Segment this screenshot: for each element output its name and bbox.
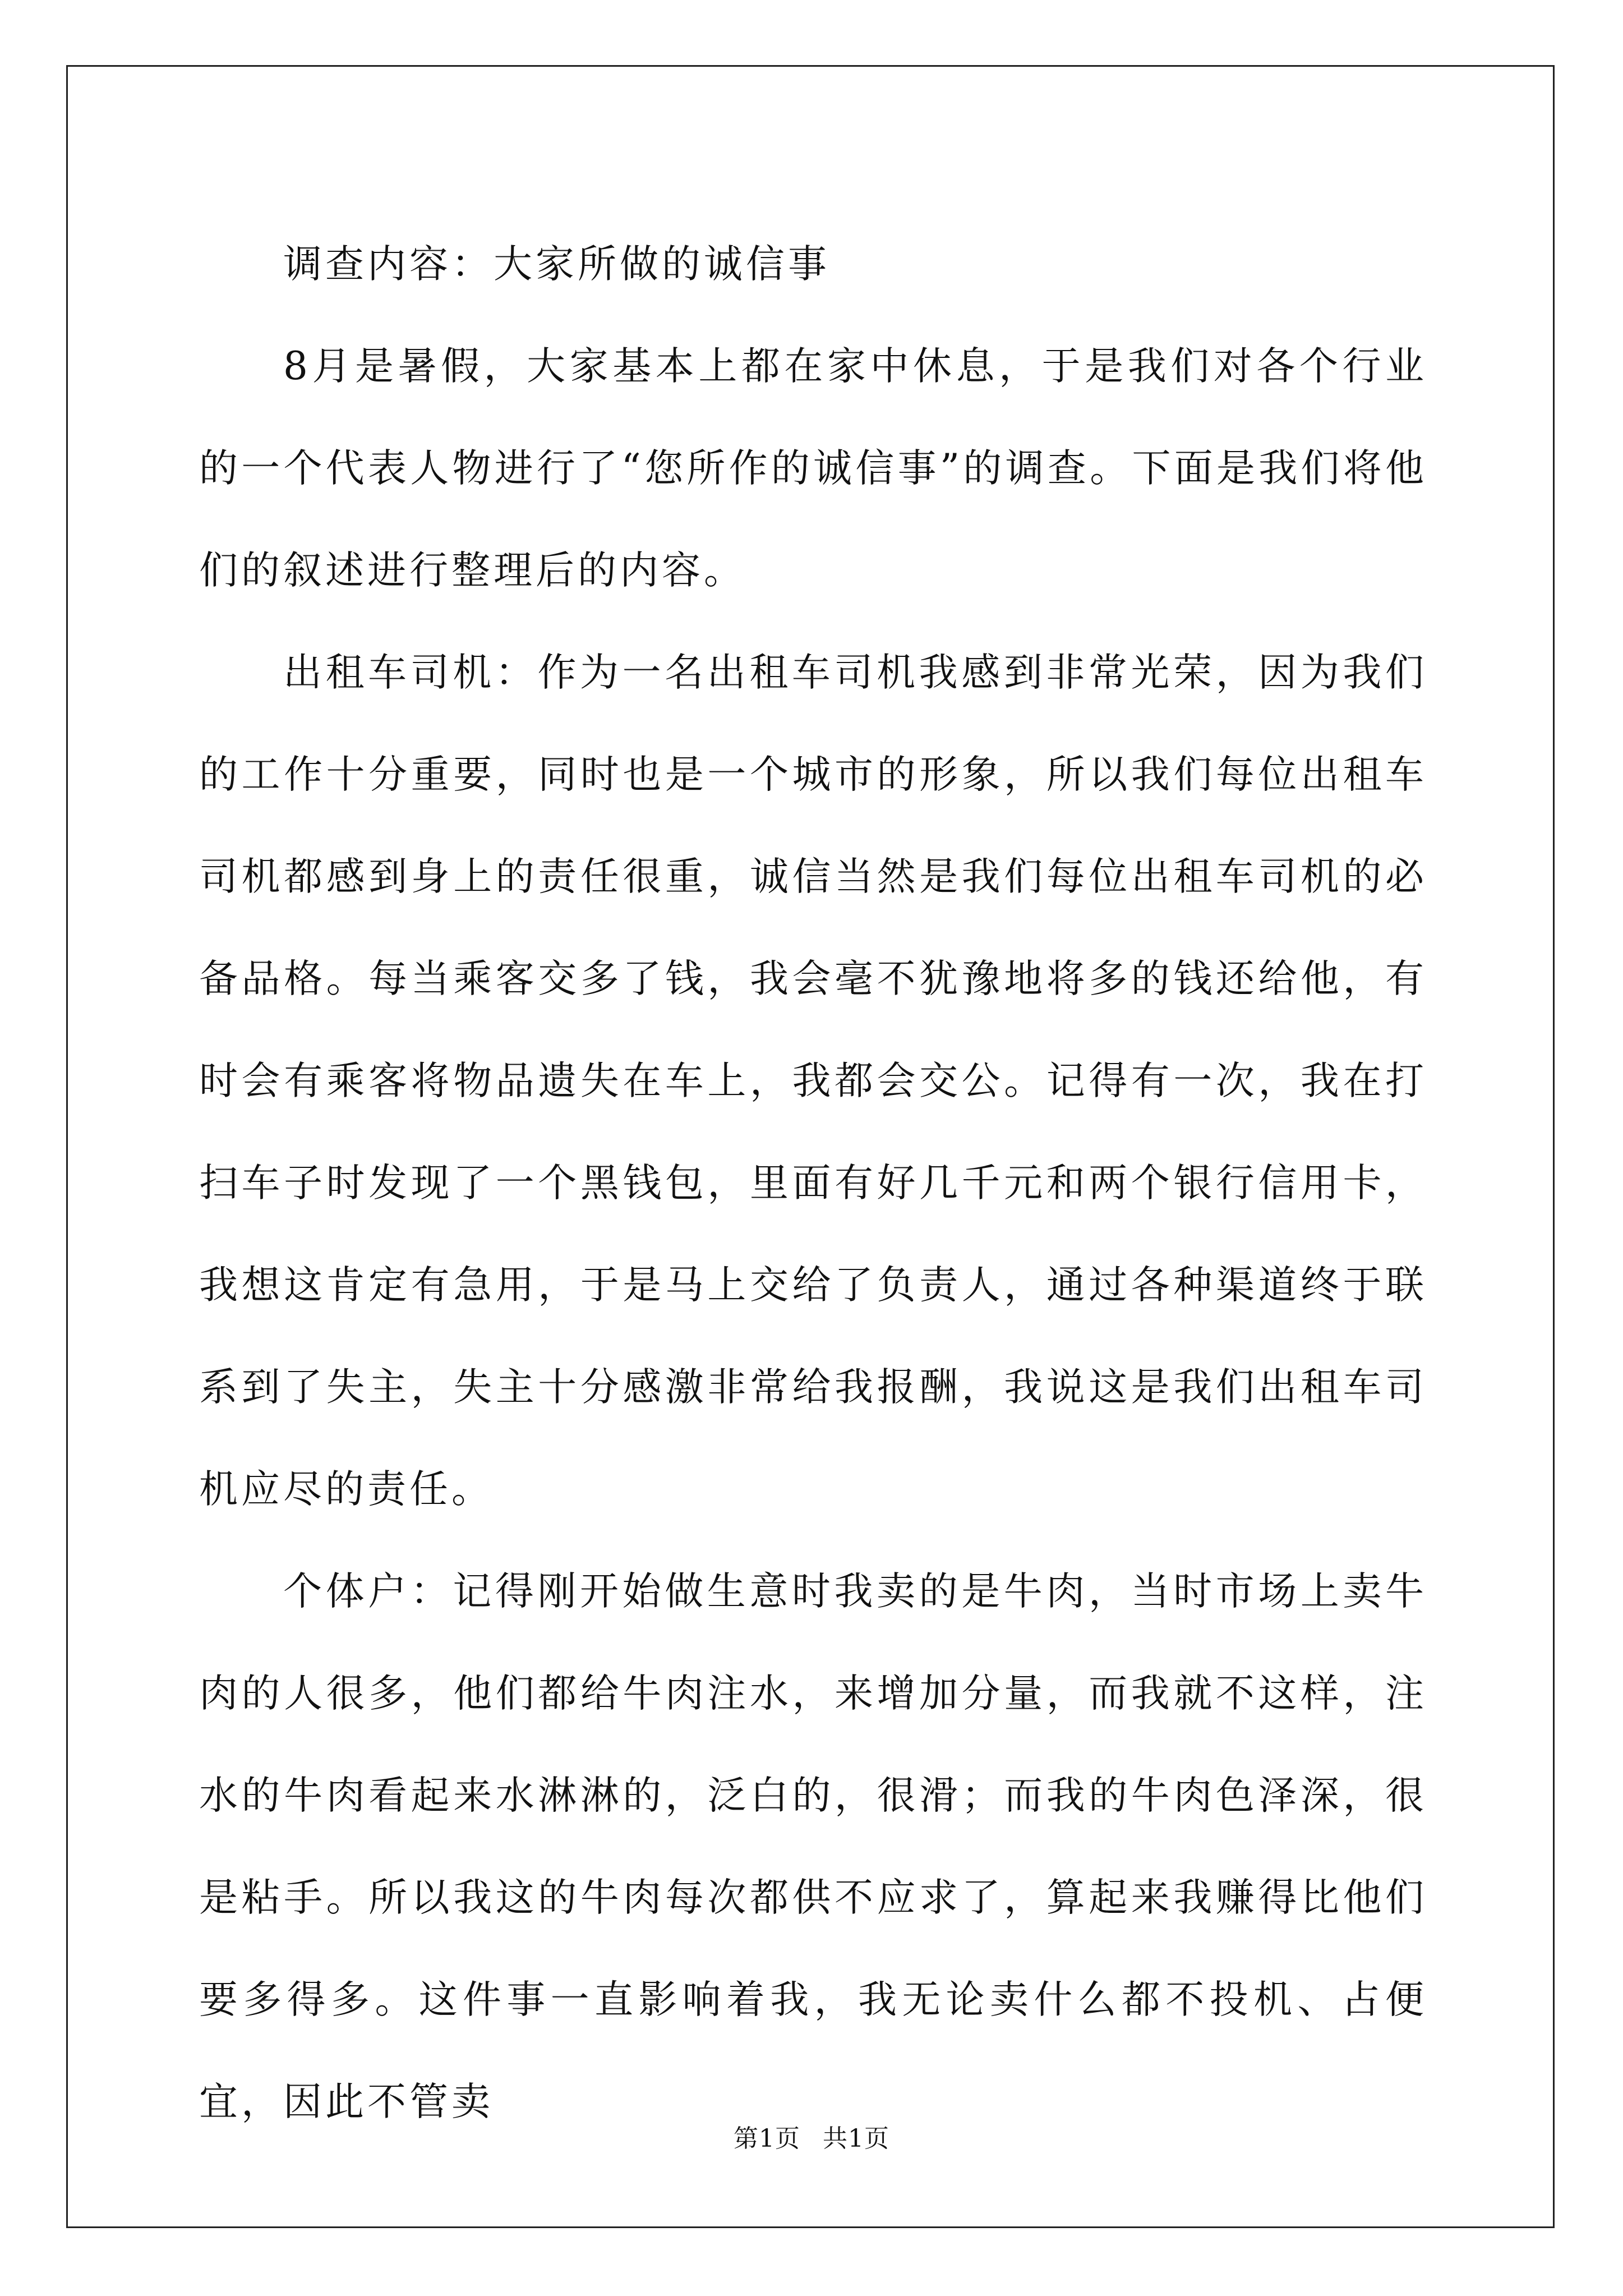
survey-topic: 调查内容：大家所做的诚信事 (283, 242, 830, 287)
vendor-paragraph: 个体户：记得刚开始做生意时我卖的是牛肉，当时市场上卖牛肉的人很多，他们都给牛肉注水，来增加分量，而我就不这样，注水的牛肉看起来水淋淋的，泛白的，很滑；而我的牛肉色泽深，很是粘手。所以我这的牛肉每次都供不应求了，算起来我赚得比他们要多得多。这件事一直影响着我，我无论卖什么都不投机、占便宜，因此不管卖 (199, 1569, 1427, 2124)
page-footer (0, 2118, 1623, 2154)
document-body (199, 213, 1427, 2153)
page-total: 共1页 (823, 2124, 889, 2153)
page-number: 第1页 (734, 2124, 800, 2153)
taxi-driver-paragraph: 出租车司机：作为一名出租车司机我感到非常光荣，因为我们的工作十分重要，同时也是一个城市的形象，所以我们每位出租车司机都感到身上的责任很重，诚信当然是我们每位出租车司机的必备品格。每当乘客交多了钱，我会毫不犹豫地将多的钱还给他，有时会有乘客将物品遗失在车上，我都会交公。记得有一次，我在打扫车子时发现了一个黑钱包，里面有好几千元和两个银行信用卡，我想这肯定有急用，于是马上交给了负责人，通过各种渠道终于联系到了失主，失主十分感激非常给我报酬，我说这是我们出租车司机应尽的责任。 (199, 650, 1427, 1512)
intro-paragraph: 8月是暑假，大家基本上都在家中休息，于是我们对各个行业的一个代表人物进行了“您所作的诚信事”的调查。下面是我们将他们的叙述进行整理后的内容。 (199, 344, 1427, 593)
